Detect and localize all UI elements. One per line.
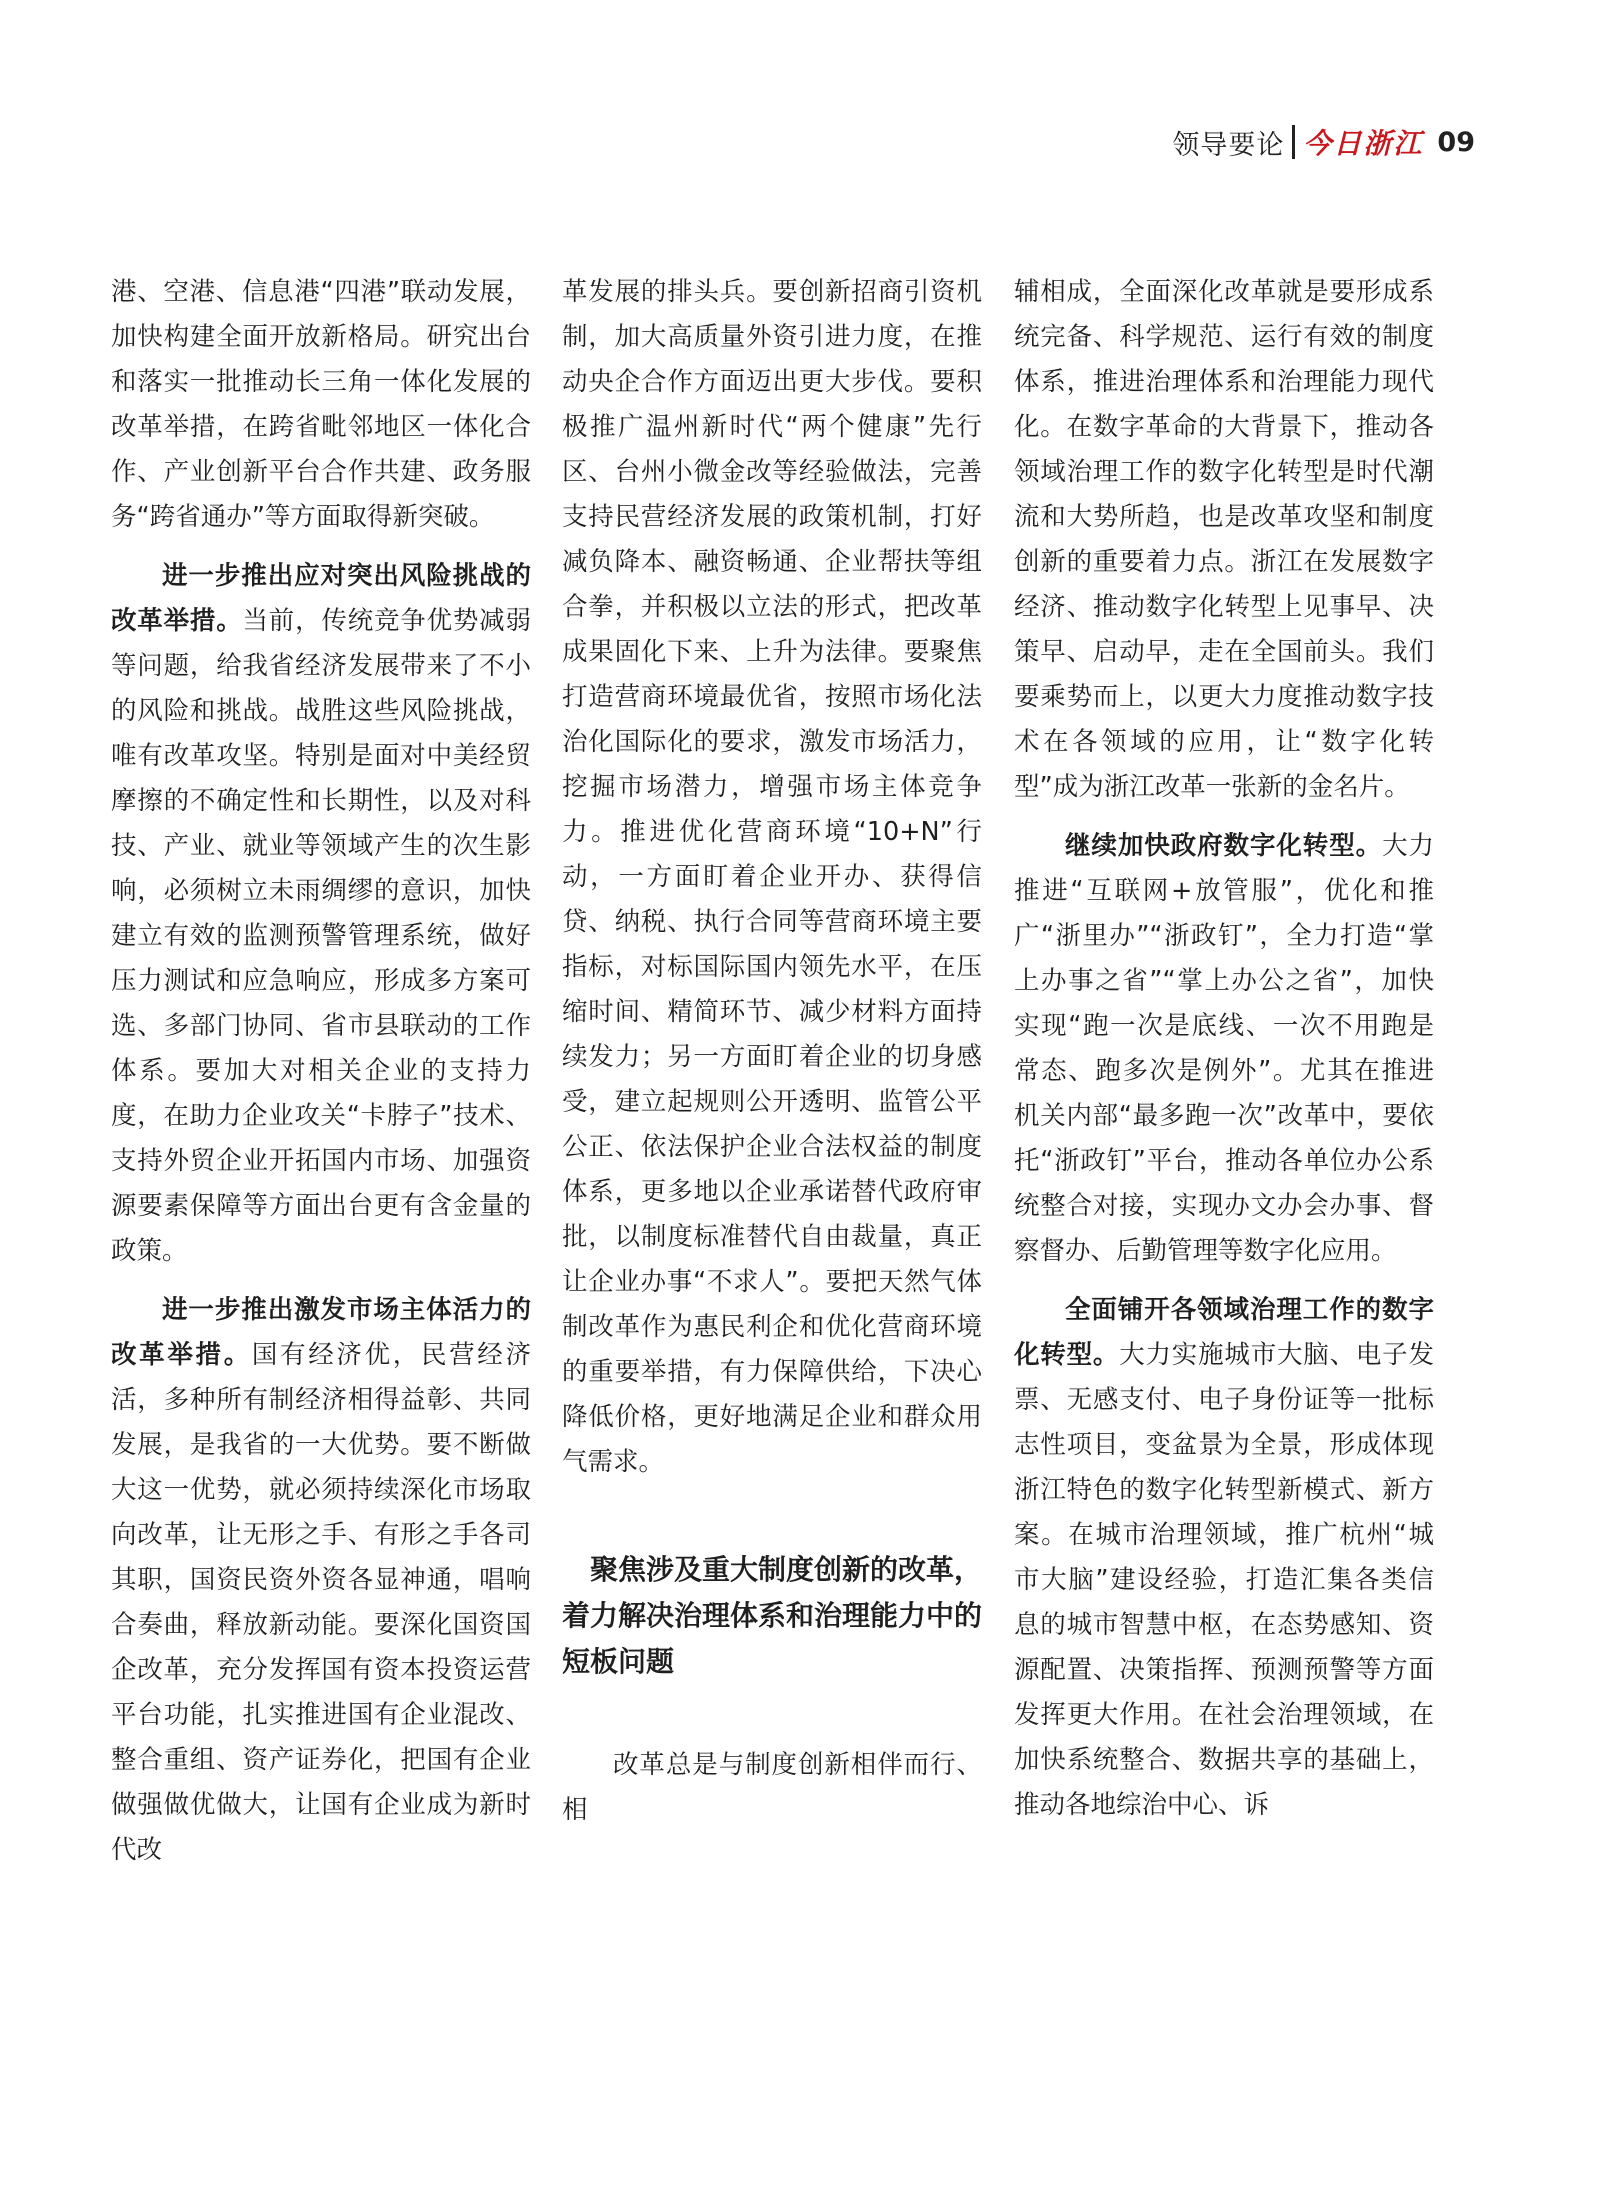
paragraph-lead: 进一步推出应对突出风险挑战的改革举措。: [111, 561, 531, 636]
page-header: [1172, 124, 1475, 160]
paragraph: [111, 1288, 531, 1873]
paragraph: [1014, 824, 1434, 1274]
paragraph: [111, 554, 531, 1274]
section-title: 领导要论: [1172, 129, 1285, 161]
paragraph-body: 国有经济优，民营经济活，多种所有制经济相得益彰、共同发展，是我省的一大优势。要不断做大这一优势，就必须持续深化市场取向改革，让无形之手、有形之手各司其职，国资民资外资各显神通，唱响合奏曲，释放新动能。要深化国资国企改革，充分发挥国有资本投资运营平台功能，扎实推进国有企业混改、整合重组、资产证券化，把国有企业做强做优做大，让国有企业成为新时代改: [111, 1340, 531, 1865]
paragraph-body: 大力实施城市大脑、电子发票、无感支付、电子身份证等一批标志性项目，变盆景为全景，形成体现浙江特色的数字化转型新模式、新方案。在城市治理领域，推广杭州“城市大脑”建设经验，打造汇集各类信息的城市智慧中枢，在态势感知、资源配置、决策指挥、预测预警等方面发挥更大作用。在社会治理领域，在加快系统整合、数据共享的基础上，推动各地综治中心、诉: [1014, 1340, 1434, 1820]
magazine-logo: 今日浙江: [1303, 127, 1424, 160]
paragraph-lead: 全面铺开各领域治理工作的数字化转型。: [1014, 1295, 1434, 1370]
paragraph-lead: 继续加快政府数字化转型。: [1065, 831, 1383, 861]
paragraph: 革发展的排头兵。要创新招商引资机制，加大高质量外资引进力度，在推动央企合作方面迈出更大步伐。要积极推广温州新时代“两个健康”先行区、台州小微金改等经验做法，完善支持民营经济发展的政策机制，打好减负降本、融资畅通、企业帮扶等组合拳，并积极以立法的形式，把改革成果固化下来、上升为法律。要聚焦打造营商环境最优省，按照市场化法治化国际化的要求，激发市场活力，挖掘市场潜力，增强市场主体竞争力。推进优化营商环境“10+N”行动，一方面盯着企业开办、获得信贷、纳税、执行合同等营商环境主要指标，对标国际国内领先水平，在压缩时间、精简环节、减少材料方面持续发力；另一方面盯着企业的切身感受，建立起规则公开透明、监管公平公正、依法保护企业合法权益的制度体系，更多地以企业承诺替代政府审批，以制度标准替代自由裁量，真正让企业办事“不求人”。要把天然气体制改革作为惠民利企和优化营商环境的重要举措，有力保障供给，下决心降低价格，更好地满足企业和群众用气需求。: [562, 277, 982, 1477]
paragraph-body: 当前，传统竞争优势减弱等问题，给我省经济发展带来了不小的风险和挑战。战胜这些风险挑战，唯有改革攻坚。特别是面对中美经贸摩擦的不确定性和长期性，以及对科技、产业、就业等领域产生的次生影响，必须树立未雨绸缪的意识，加快建立有效的监测预警管理系统，做好压力测试和应急响应，形成多方案可选、多部门协同、省市县联动的工作体系。要加大对相关企业的支持力度，在助力企业攻关“卡脖子”技术、支持外贸企业开拓国内市场、加强资源要素保障等方面出台更有含金量的政策。: [111, 606, 531, 1266]
paragraph-lead: 进一步推出激发市场主体活力的改革举措。: [111, 1295, 531, 1370]
paragraph: 港、空港、信息港“四港”联动发展，加快构建全面开放新格局。研究出台和落实一批推动长三角一体化发展的改革举措，在跨省毗邻地区一体化合作、产业创新平台合作共建、政务服务“跨省通办”等方面取得新突破。: [111, 277, 531, 532]
column-2: [562, 270, 982, 1847]
section-heading: 聚焦涉及重大制度创新的改革，着力解决治理体系和治理能力中的短板问题: [562, 1553, 983, 1678]
column-3: [1014, 270, 1434, 1842]
paragraph: 辅相成，全面深化改革就是要形成系统完备、科学规范、运行有效的制度体系，推进治理体系和治理能力现代化。在数字革命的大背景下，推动各领域治理工作的数字化转型是时代潮流和大势所趋，也是改革攻坚和制度创新的重要着力点。浙江在发展数字经济、推动数字化转型上见事早、决策早、启动早，走在全国前头。我们要乘势而上，以更大力度推动数字技术在各领域的应用，让“数字化转型”成为浙江改革一张新的金名片。: [1014, 277, 1434, 802]
paragraph: [1014, 1288, 1434, 1828]
page-number: 09: [1437, 126, 1475, 158]
paragraph: 改革总是与制度创新相伴而行、相: [562, 1750, 982, 1825]
paragraph-body: 大力推进“互联网+放管服”，优化和推广“浙里办”“浙政钉”，全力打造“掌上办事之省”“掌上办公之省”，加快实现“跑一次是底线、一次不用跑是常态、跑多次是例外”。尤其在推进机关内部“最多跑一次”改革中，要依托“浙政钉”平台，推动各单位办公系统整合对接，实现办文办会办事、督察督办、后勤管理等数字化应用。: [1014, 831, 1434, 1266]
column-1: [111, 270, 531, 1887]
header-divider: [1292, 125, 1295, 159]
